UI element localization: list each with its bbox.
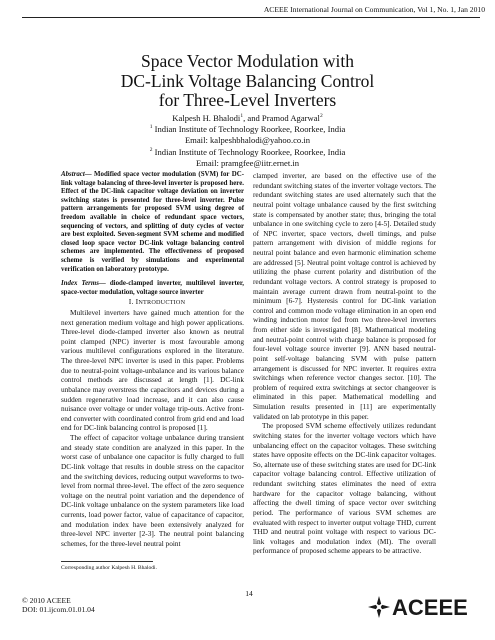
affiliation-2-text: Indian Institute of Technology Roorkee, Roorkee, India [154, 146, 346, 157]
email-1: Email: kalpeshbhalodi@yahoo.co.in [184, 135, 311, 146]
title-line-1: Space Vector Modulation with [140, 51, 355, 71]
header-rule [22, 17, 480, 18]
author-names [80, 113, 415, 124]
title-line-2: DC-Link Voltage Balancing Control [120, 70, 375, 91]
page-number: 14 [245, 589, 253, 598]
abstract-text: Modified space vector modulation (SVM) for DC-link voltage balancing of three-level inverter is proposed here. Effect of the DC-link capacitor voltage deviation on inverter switching states is presented for three-level inverter. Pulse pattern arrangements for proposed SVM using degree of freedom available in choice of redundant space vectors, sequencing of vectors, and splitting of duty cycles of vector are best exploited. Seven-segment SVM scheme and modified closed loop space vector DC-link voltage balancing control schemes are implemented. The effectiveness of proposed scheme is verified by simulations and experimental verification on laboratory prototype. [61, 171, 244, 273]
footer-info [22, 596, 95, 615]
section-title: NTRODUCTION [138, 299, 186, 307]
affiliation-1-text: Indian Institute of Technology Roorkee, Roorkee, India [154, 124, 346, 135]
section-numeral: I. I [128, 297, 139, 307]
logo-text: ACEEE [392, 595, 468, 620]
abstract [61, 171, 244, 274]
doi: DOI: 01.ijcom.01.01.04 [22, 605, 95, 615]
author-2-sup: 2 [319, 113, 323, 120]
author-block [80, 113, 415, 169]
body-paragraph: The proposed SVM scheme effectively utilizes redundant switching states for the inverter voltage vectors which have unbalancing effect on the capacitor voltages. These switching states have opposite effects on the DC-link capacitor voltages. So, alternate use of these switching states are used for DC-link capacitor voltage balancing control. Effective utilization of redundant switching states eliminates the need of extra hardware for the capacitor voltage balancing, without affecting the dwell timing of space vector over switching period. The performance of various SVM schemes are evaluated with respect to inverter output voltage THD, current THD and neutral point voltage with respect to various DC-link voltages and modulation index (MI). The overall performance of proposed scheme appears to be attractive. [253, 421, 436, 556]
abstract-label: Abstract— [61, 171, 92, 178]
author-2-name: , and Pramod Agarwal [243, 113, 320, 123]
logo-star-icon [368, 596, 390, 618]
journal-header: ACEEE International Journal on Communication, Vol 1, No. 1, Jan 2010 [263, 5, 485, 14]
footnote: Corresponding author Kalpesh H. Bhalodi. [61, 565, 158, 571]
section-heading-introduction [61, 297, 244, 308]
footnote-rule [61, 561, 153, 562]
index-terms-text: diode-clamped inverter, multilevel inverter, space-vector modulation, voltage source inverter [61, 280, 244, 296]
author-1-sup: 1 [240, 113, 244, 120]
author-1-name: Kalpesh H. Bhalodi [172, 113, 241, 123]
affiliation-1-sup: 1 [149, 124, 153, 131]
title-line-3: for Three-Level Inverters [158, 90, 337, 111]
body-paragraph: The effect of capacitor voltage unbalance during transient and steady state condition are analyzed in this paper. In the worst case of unbalance one capacitor is fully charged to full DC-link voltage that results in double stress on the capacitor and the switching devices, reducing output waveforms to two-level from normal three-level. The effect of the zero sequence voltage on the neutral point variation and the dependence of DC-link voltage unbalance on the system parameters like load currents, load power factor, value of capacitance of capacitor, and modulation index have been extensively analyzed for three-level NPC inverter [2-3]. The neutral point balancing schemes, for the three-level neutral point [61, 433, 244, 548]
index-terms [61, 280, 244, 297]
aceee-logo [368, 593, 480, 621]
index-terms-label: Index Terms— [61, 280, 106, 288]
email-2: Email: pramgfee@iitr.ernet.in [195, 157, 300, 168]
right-column [253, 171, 436, 556]
body-paragraph: Multilevel inverters have gained much attention for the next generation medium voltage and high power applications. Three-level diode-clamped inverter also known as neutral point clamped (NPC) inverter is most favourable among various multilevel configurations explored in the literature. The three-level NPC inverter is used in this paper. Problems due to neutral-point voltage-unbalance and its various balance control methods are discussed at length [1]. DC-link unbalance may overstress the capacitors and devices during a sudden regenerative load increase, and it can also cause nuisance over voltage or under voltage trip-outs. Active front-end converter with coordinated control from grid end and load end for DC-link balancing control is proposed [1]. [61, 307, 244, 433]
paper-title [40, 52, 455, 111]
left-column [61, 171, 244, 549]
copyright: © 2010 ACEEE [22, 596, 71, 605]
affiliation-2-sup: 2 [149, 146, 153, 153]
affiliation-2 [80, 147, 415, 158]
affiliation-1 [80, 124, 415, 135]
body-paragraph: clamped inverter, are based on the effective use of the redundant switching states of the inverter voltage vectors. The redundant switching states are used alternately such that the neutral point voltage unbalance caused by the first switching state is compensated by another state; thus, bringing the total unbalance in one switching cycle to zero [4-5]. Detailed study of NPC inverter, space vectors, dwell timings, and pulse pattern arrangement with division of middle regions for neutral point balance and even harmonic elimination scheme are addressed [5]. Neutral point voltage control is achieved by utilizing the phase current polarity and distribution of the redundant voltage vectors. A control strategy is proposed to maintain average current drawn from neutral-point to the minimum [6-7]. Hysteresis control for DC-link variation control and common mode voltage elimination in an open end winding induction motor fed from two three-level inverters from either side is investigated [8]. Mathematical modeling and neutral-point control with charge balance is proposed for four-level voltage source inverter [9]. ANN based neutral-point self-voltage balancing SVM with pulse pattern arrangement is discussed for NPC inverter. It requires extra switchings when reference vector changes sector. [10]. The problem of required extra switchings at sector changeover is eliminated in this paper. Mathematical modelling and Simulation results presented in [11] are experimentally validated on lab prototype in this paper. [253, 171, 436, 421]
